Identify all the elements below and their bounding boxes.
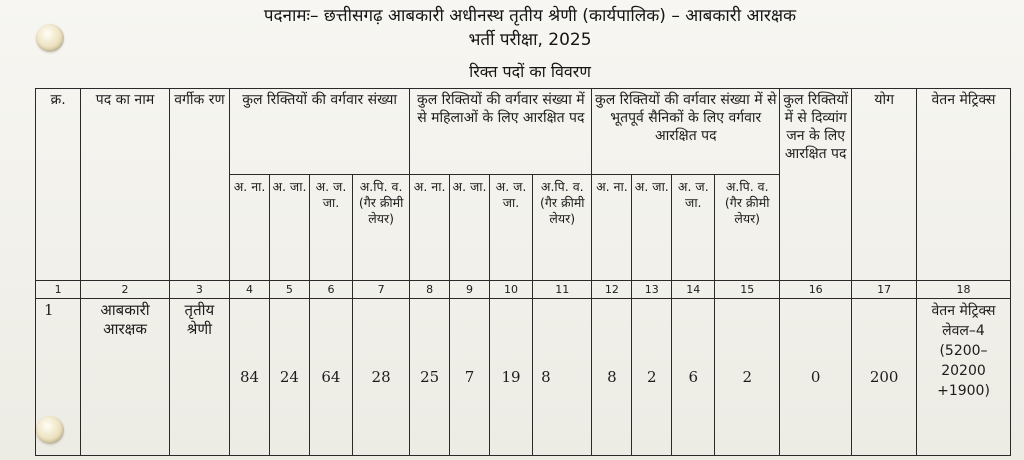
header-post-name: पद का नाम [81,89,169,281]
cell-exsoldier-obc: 2 [715,299,780,456]
cell-exsoldier-ur: 8 [592,299,632,456]
cell-sno: 1 [36,299,81,456]
sub-header-ur: अ. ना. [410,175,450,281]
cell-women-st: 19 [489,299,532,456]
column-number: 4 [230,281,270,299]
document-title: पदनामः– छत्तीसगढ़ आबकारी अधीनस्थ तृतीय श्रेणी (कार्यपालिक) – आबकारी आरक्षक [263,6,797,26]
sub-header-obc: अ.पि. व. (गैर क्रीमी लेयर) [353,175,410,281]
column-number: 11 [533,281,592,299]
sub-header-sc: अ. जा. [450,175,490,281]
sub-header-st: अ. ज. जा. [672,175,715,281]
sub-header-sc: अ. जा. [632,175,672,281]
column-number: 1 [36,281,81,299]
sub-header-ur: अ. ना. [592,175,632,281]
column-number: 8 [410,281,450,299]
header-women-reserved: कुल रिक्तियों की वर्गवार संख्या में से महिलाओं के लिए आरक्षित पद [410,89,592,175]
header-pay-matrix: वेतन मेट्रिक्स [917,89,1011,281]
cell-total-ur: 84 [230,299,270,456]
column-number: 6 [309,281,352,299]
header-total-category: कुल रिक्तियों की वर्गवार संख्या [230,89,410,175]
cell-pay-matrix: वेतन मेट्रिक्स लेवल–4 (5200– 20200 +1900) [917,299,1011,456]
cell-women-obc: 8 [533,299,592,456]
punch-hole-top [36,24,64,52]
header-disabled-reserved: कुल रिक्तियों में से दिव्यांग जन के लिए आरक्षित पद [780,89,852,281]
column-number: 16 [780,281,852,299]
cell-classification: तृतीय श्रेणी [169,299,229,456]
cell-post-name: आबकारी आरक्षक [81,299,169,456]
cell-exsoldier-st: 6 [672,299,715,456]
column-number: 10 [489,281,532,299]
cell-total-st: 64 [309,299,352,456]
header-total: योग [852,89,917,281]
column-number-row [36,281,1011,299]
cell-exsoldier-sc: 2 [632,299,672,456]
cell-total-obc: 28 [353,299,410,456]
header-classification: वर्गीक रण [169,89,229,281]
column-number: 15 [715,281,780,299]
document-subtitle: भर्ती परीक्षा, 2025 [468,30,592,50]
vacancy-table [35,88,1011,456]
sub-header-obc: अ.पि. व. (गैर क्रीमी लेयर) [715,175,780,281]
table-row [36,299,1011,456]
cell-total-sc: 24 [269,299,309,456]
cell-women-ur: 25 [410,299,450,456]
header-sno: क्र. [36,89,81,281]
sub-header-ur: अ. ना. [230,175,270,281]
header-exsoldier-reserved: कुल रिक्तियों की वर्गवार संख्या में से भूतपूर्व सैनिकों के लिए वर्गवार आरक्षित पद [592,89,780,175]
sub-header-st: अ. ज. जा. [309,175,352,281]
column-number: 12 [592,281,632,299]
column-number: 13 [632,281,672,299]
column-number: 17 [852,281,917,299]
column-number: 14 [672,281,715,299]
column-number: 2 [81,281,169,299]
column-number: 5 [269,281,309,299]
sub-header-obc: अ.पि. व. (गैर क्रीमी लेयर) [533,175,592,281]
column-number: 7 [353,281,410,299]
sub-header-st: अ. ज. जा. [489,175,532,281]
sub-header-sc: अ. जा. [269,175,309,281]
cell-total: 200 [852,299,917,456]
column-number: 3 [169,281,229,299]
table-caption: रिक्त पदों का विवरण [469,62,591,81]
column-number: 18 [917,281,1011,299]
column-number: 9 [450,281,490,299]
header-row-main [36,89,1011,175]
cell-women-sc: 7 [450,299,490,456]
cell-disabled: 0 [780,299,852,456]
